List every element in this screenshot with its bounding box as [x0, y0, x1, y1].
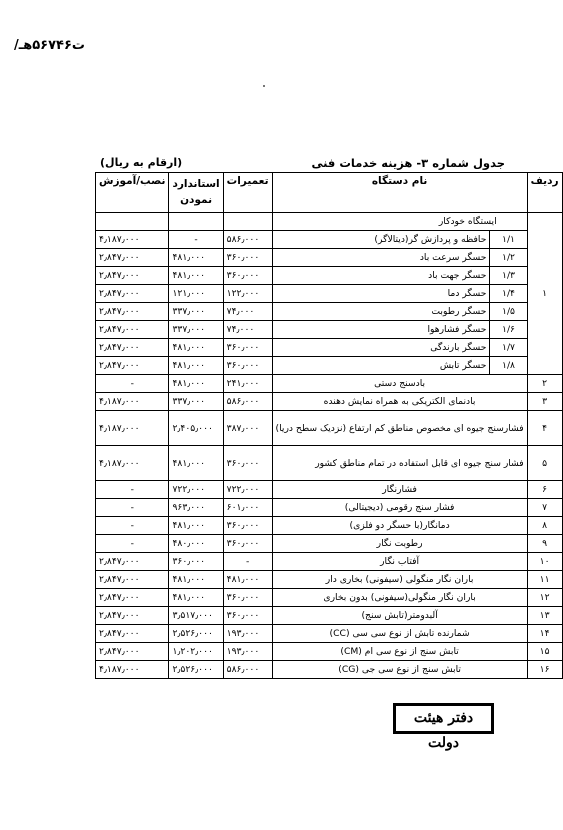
table-row [96, 267, 563, 285]
row-number: ۱۰ [527, 553, 562, 571]
government-office-stamp: دفتر هیئت دولت [393, 703, 494, 734]
install-cell: - [96, 535, 169, 553]
calibration-cell: ۴۸۱٫۰۰۰ [169, 571, 223, 589]
table-row [96, 661, 563, 679]
row-number: ۱ [527, 213, 562, 375]
sub-row-number: ۱/۵ [490, 303, 527, 321]
install-cell: ۴٫۱۸۷٫۰۰۰ [96, 231, 169, 249]
letter-reference-number: ت۵۶۷۴۶هـ/ [14, 38, 85, 53]
row-number: ۱۶ [527, 661, 562, 679]
install-cell: - [96, 499, 169, 517]
table-title: جدول شماره ۳- هزینه خدمات فنی [311, 156, 505, 170]
repairs-cell: ۳۶۰٫۰۰۰ [223, 535, 272, 553]
table-row [96, 589, 563, 607]
calibration-cell: ۴۸۱٫۰۰۰ [169, 517, 223, 535]
device-name: فشار سنج جیوه ای قابل استفاده در تمام مناطق کشور [272, 446, 527, 481]
calibration-cell: ۳۳۷٫۰۰۰ [169, 321, 223, 339]
table-row [96, 357, 563, 375]
table-row [96, 249, 563, 267]
device-name: حسگر سرعت باد [272, 249, 490, 267]
calibration-cell: ۴۸۱٫۰۰۰ [169, 339, 223, 357]
repairs-cell: ۵۸۶٫۰۰۰ [223, 393, 272, 411]
device-name: آفتاب نگار [272, 553, 527, 571]
install-cell: ۴٫۱۸۷٫۰۰۰ [96, 661, 169, 679]
repairs-cell: ۳۶۰٫۰۰۰ [223, 267, 272, 285]
device-name: حسگر دما [272, 285, 490, 303]
table-row [96, 607, 563, 625]
device-name: حسگر بارندگی [272, 339, 490, 357]
repairs-cell [223, 213, 272, 231]
repairs-cell: - [223, 553, 272, 571]
sub-row-number: ۱/۶ [490, 321, 527, 339]
calibration-cell: - [169, 231, 223, 249]
table-row [96, 499, 563, 517]
calibration-cell: ۹۶۳٫۰۰۰ [169, 499, 223, 517]
row-number: ۲ [527, 375, 562, 393]
device-name: حسگر جهت باد [272, 267, 490, 285]
table-row [96, 285, 563, 303]
calibration-cell: ۴۸۰٫۰۰۰ [169, 535, 223, 553]
calibration-cell: ۴۸۱٫۰۰۰ [169, 267, 223, 285]
repairs-cell: ۷۴٫۰۰۰ [223, 303, 272, 321]
device-name: تابش سنج از نوع سی ام (CM) [272, 643, 527, 661]
table-row [96, 303, 563, 321]
header-calibration: استاندارد نمودن [169, 173, 223, 213]
device-name: بادسنج دستی [272, 375, 527, 393]
header-row-number: ردیف [527, 173, 562, 213]
calibration-cell: ۲٫۵۲۶٫۰۰۰ [169, 661, 223, 679]
calibration-cell: ۳۳۷٫۰۰۰ [169, 303, 223, 321]
install-cell: ۲٫۸۴۷٫۰۰۰ [96, 643, 169, 661]
row-number: ۹ [527, 535, 562, 553]
device-name: حافظه و پردازش گر(دیتالاگر) [272, 231, 490, 249]
repairs-cell: ۱۲۲٫۰۰۰ [223, 285, 272, 303]
sub-row-number: ۱/۱ [490, 231, 527, 249]
install-cell: ۲٫۸۴۷٫۰۰۰ [96, 589, 169, 607]
device-name: آلبدومتر(تابش سنج) [272, 607, 527, 625]
table-row [96, 553, 563, 571]
table-row [96, 446, 563, 481]
device-name: باران نگار منگولی (سیفونی) بخاری دار [272, 571, 527, 589]
table-row [96, 393, 563, 411]
install-cell: ۲٫۸۴۷٫۰۰۰ [96, 267, 169, 285]
row-number: ۴ [527, 411, 562, 446]
device-name: حسگر فشارهوا [272, 321, 490, 339]
sub-row-number: ۱/۳ [490, 267, 527, 285]
table-row [96, 517, 563, 535]
table-row [96, 625, 563, 643]
row-number: ۵ [527, 446, 562, 481]
calibration-cell: ۴۸۱٫۰۰۰ [169, 446, 223, 481]
row-number: ۱۴ [527, 625, 562, 643]
table-row [96, 481, 563, 499]
table-row [96, 571, 563, 589]
technical-services-cost-table [95, 172, 563, 679]
install-cell: ۴٫۱۸۷٫۰۰۰ [96, 393, 169, 411]
device-name: فشار سنج رقومی (دیجیتالی) [272, 499, 527, 517]
repairs-cell: ۵۸۶٫۰۰۰ [223, 231, 272, 249]
repairs-cell: ۳۶۰٫۰۰۰ [223, 517, 272, 535]
repairs-cell: ۶۰۱٫۰۰۰ [223, 499, 272, 517]
install-cell: ۴٫۱۸۷٫۰۰۰ [96, 411, 169, 446]
scan-speck [263, 85, 265, 87]
repairs-cell: ۱۹۳٫۰۰۰ [223, 643, 272, 661]
table-row [96, 321, 563, 339]
table-row [96, 375, 563, 393]
repairs-cell: ۷۴٫۰۰۰ [223, 321, 272, 339]
install-cell: ۲٫۸۴۷٫۰۰۰ [96, 625, 169, 643]
device-name: تابش سنج از نوع سی جی (CG) [272, 661, 527, 679]
repairs-cell: ۲۴۱٫۰۰۰ [223, 375, 272, 393]
calibration-cell: ۲٫۵۲۶٫۰۰۰ [169, 625, 223, 643]
sub-row-number: ۱/۷ [490, 339, 527, 357]
table-row [96, 643, 563, 661]
sub-row-number: ۱/۴ [490, 285, 527, 303]
header-repairs: تعمیرات [223, 173, 272, 213]
device-name: فشارسنج جیوه ای مخصوص مناطق کم ارتفاع (نزدیک سطح دریا) [272, 411, 527, 446]
repairs-cell: ۳۶۰٫۰۰۰ [223, 589, 272, 607]
sub-row-number: ۱/۸ [490, 357, 527, 375]
calibration-cell: ۳۶۰٫۰۰۰ [169, 553, 223, 571]
row-number: ۶ [527, 481, 562, 499]
sub-row-number: ۱/۲ [490, 249, 527, 267]
device-name: بادنمای الکتریکی به همراه نمایش دهنده [272, 393, 527, 411]
calibration-cell: ۴۸۱٫۰۰۰ [169, 249, 223, 267]
calibration-cell: ۳۳۷٫۰۰۰ [169, 393, 223, 411]
repairs-cell: ۳۶۰٫۰۰۰ [223, 339, 272, 357]
calibration-cell: ۱۲۱٫۰۰۰ [169, 285, 223, 303]
install-cell [96, 213, 169, 231]
repairs-cell: ۳۶۰٫۰۰۰ [223, 249, 272, 267]
device-name: رطوبت نگار [272, 535, 527, 553]
repairs-cell: ۵۸۶٫۰۰۰ [223, 661, 272, 679]
header-install-training: نصب/آموزش [96, 173, 169, 213]
repairs-cell: ۳۶۰٫۰۰۰ [223, 446, 272, 481]
repairs-cell: ۴۸۱٫۰۰۰ [223, 571, 272, 589]
repairs-cell: ۳۸۷٫۰۰۰ [223, 411, 272, 446]
calibration-cell: ۳٫۵۱۷٫۰۰۰ [169, 607, 223, 625]
install-cell: ۴٫۱۸۷٫۰۰۰ [96, 446, 169, 481]
install-cell: ۲٫۸۴۷٫۰۰۰ [96, 571, 169, 589]
install-cell: ۲٫۸۴۷٫۰۰۰ [96, 607, 169, 625]
calibration-cell [169, 213, 223, 231]
install-cell: ۲٫۸۴۷٫۰۰۰ [96, 339, 169, 357]
row-number: ۱۳ [527, 607, 562, 625]
table-header-row [96, 173, 563, 213]
install-cell: - [96, 481, 169, 499]
install-cell: ۲٫۸۴۷٫۰۰۰ [96, 303, 169, 321]
install-cell: ۲٫۸۴۷٫۰۰۰ [96, 321, 169, 339]
calibration-cell: ۱٫۲۰۲٫۰۰۰ [169, 643, 223, 661]
device-name: حسگر تابش [272, 357, 490, 375]
install-cell: - [96, 375, 169, 393]
calibration-cell: ۴۸۱٫۰۰۰ [169, 357, 223, 375]
repairs-cell: ۱۹۳٫۰۰۰ [223, 625, 272, 643]
device-name: دمانگار(با حسگر دو فلزی) [272, 517, 527, 535]
device-name: حسگر رطوبت [272, 303, 490, 321]
header-device-name: نام دستگاه [272, 173, 527, 213]
table-row [96, 213, 563, 231]
install-cell: ۲٫۸۴۷٫۰۰۰ [96, 285, 169, 303]
row-number: ۱۵ [527, 643, 562, 661]
install-cell: ۲٫۸۴۷٫۰۰۰ [96, 249, 169, 267]
table-row [96, 411, 563, 446]
table-row [96, 231, 563, 249]
install-cell: - [96, 517, 169, 535]
device-name: شمارنده تابش از نوع سی سی (CC) [272, 625, 527, 643]
row-number: ۳ [527, 393, 562, 411]
row-number: ۱۲ [527, 589, 562, 607]
table-row [96, 339, 563, 357]
table-row [96, 535, 563, 553]
group-title: ایستگاه خودکار [272, 213, 527, 231]
install-cell: ۲٫۸۴۷٫۰۰۰ [96, 357, 169, 375]
install-cell: ۲٫۸۴۷٫۰۰۰ [96, 553, 169, 571]
device-name: باران نگار منگولی(سیفونی) بدون بخاری [272, 589, 527, 607]
repairs-cell: ۳۶۰٫۰۰۰ [223, 357, 272, 375]
calibration-cell: ۴۸۱٫۰۰۰ [169, 589, 223, 607]
calibration-cell: ۴۸۱٫۰۰۰ [169, 375, 223, 393]
row-number: ۸ [527, 517, 562, 535]
repairs-cell: ۳۶۰٫۰۰۰ [223, 607, 272, 625]
row-number: ۱۱ [527, 571, 562, 589]
calibration-cell: ۲٫۴۰۵٫۰۰۰ [169, 411, 223, 446]
unit-note: (ارقام به ریال) [100, 156, 183, 169]
row-number: ۷ [527, 499, 562, 517]
repairs-cell: ۷۲۲٫۰۰۰ [223, 481, 272, 499]
device-name: فشارنگار [272, 481, 527, 499]
calibration-cell: ۷۲۲٫۰۰۰ [169, 481, 223, 499]
